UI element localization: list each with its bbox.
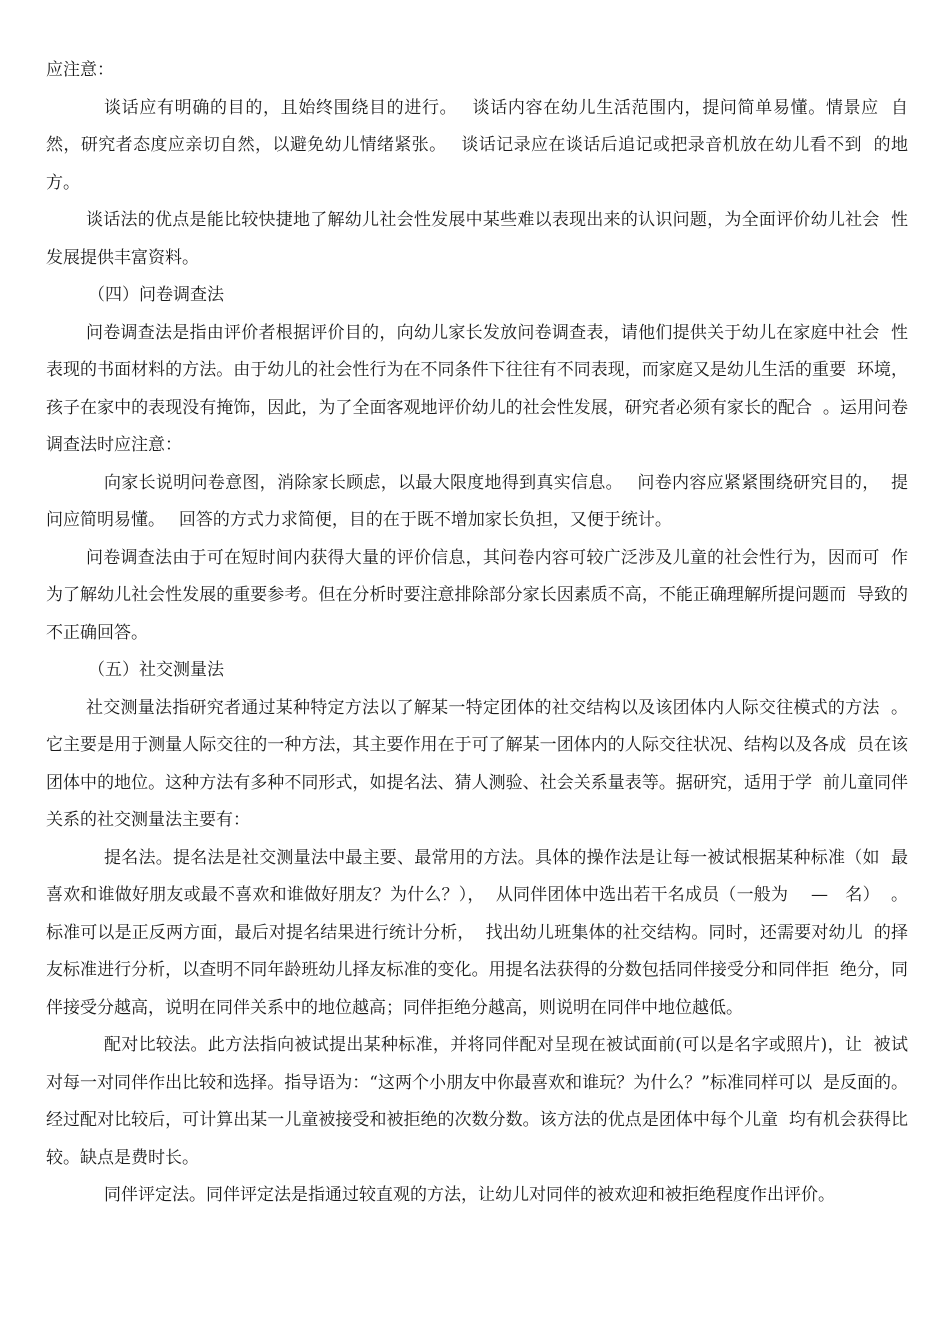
paragraph-sociometry-definition: 社交测量法指研究者通过某种特定方法以了解某一特定团体的社交结构以及该团体内人际交往模式的方法 。它主要是用于测量人际交往的一种方法，其主要作用在于可了解某一团体内的人际交往状况、结构以及各成 员在该团体中的地位。这种方法有多种不同形式，如提名法、猜人测验、社会关系量表等。据研究，适用于学 前儿童同伴关系的社交测量法主要有： <box>46 697 908 830</box>
paragraph-questionnaire-points: 向家长说明问卷意图，消除家长顾虑，以最大限度地得到真实信息。 问卷内容应紧紧围绕研究目的， 提问应简明易懂。 回答的方式力求简便，目的在于既不增加家长负担，又便于统计。 <box>46 472 908 530</box>
paragraph-paired-comparison: 配对比较法。此方法指向被试提出某种标准，并将同伴配对呈现在被试面前(可以是名字或照片)，让 被试对每一对同伴作出比较和选择。指导语为：“这两个小朋友中你最喜欢和谁玩？为什么？”标准同样可以 是反面的。经过配对比较后，可计算出某一儿童被接受和被拒绝的次数分数。该方法的优点是团体中每个儿童 均有机会获得比较。缺点是费时长。 <box>46 1035 908 1168</box>
paragraph-questionnaire-definition: 问卷调查法是指由评价者根据评价目的，向幼儿家长发放问卷调查表，请他们提供关于幼儿在家庭中社会 性表现的书面材料的方法。由于幼儿的社会性行为在不同条件下往往有不同表现，而家庭又是幼儿生活的重要 环境，孩子在家中的表现没有掩饰，因此，为了全面客观地评价幼儿的社会性发展，研究者必须有家长的配合 。运用问卷调查法时应注意： <box>46 322 908 455</box>
paragraph-questionnaire-advantage: 问卷调查法由于可在短时间内获得大量的评价信息，其问卷内容可较广泛涉及儿童的社会性行为，因而可 作为了解幼儿社会性发展的重要参考。但在分析时要注意排除部分家长因素质不高，不能正确理解所提问题而 导致的不正确回答。 <box>46 547 908 643</box>
section-heading-questionnaire: （四）问卷调查法 <box>88 285 224 305</box>
document-body <box>46 52 908 1215</box>
paragraph-intro-note: 应注意： <box>46 60 114 80</box>
paragraph-nomination-method: 提名法。提名法是社交测量法中最主要、最常用的方法。具体的操作法是让每一被试根据某种标准（如 最喜欢和谁做好朋友或最不喜欢和谁做好朋友？为什么？）， 从同伴团体中选出若干名成员（一般为 — 名） 。标准可以是正反两方面，最后对提名结果进行统计分析， 找出幼儿班集体的社交结构。同时，还需要对幼儿 的择友标准进行分析，以查明不同年龄班幼儿择友标准的变化。用提名法获得的分数包括同伴接受分和同伴拒 绝分，同伴接受分越高，说明在同伴关系中的地位越高；同伴拒绝分越高，则说明在同伴中地位越低。 <box>46 847 908 1018</box>
paragraph-peer-rating: 同伴评定法。同伴评定法是指通过较直观的方法，让幼儿对同伴的被欢迎和被拒绝程度作出评价。 <box>104 1185 835 1205</box>
section-heading-sociometry: （五）社交测量法 <box>88 660 224 680</box>
paragraph-interview-points: 谈话应有明确的目的，且始终围绕目的进行。 谈话内容在幼儿生活范围内，提问简单易懂。情景应 自然，研究者态度应亲切自然，以避免幼儿情绪紧张。 谈话记录应在谈话后追记或把录音机放在幼儿看不到 的地方。 <box>46 97 908 193</box>
paragraph-interview-advantage: 谈话法的优点是能比较快捷地了解幼儿社会性发展中某些难以表现出来的认识问题，为全面评价幼儿社会 性发展提供丰富资料。 <box>46 210 908 268</box>
